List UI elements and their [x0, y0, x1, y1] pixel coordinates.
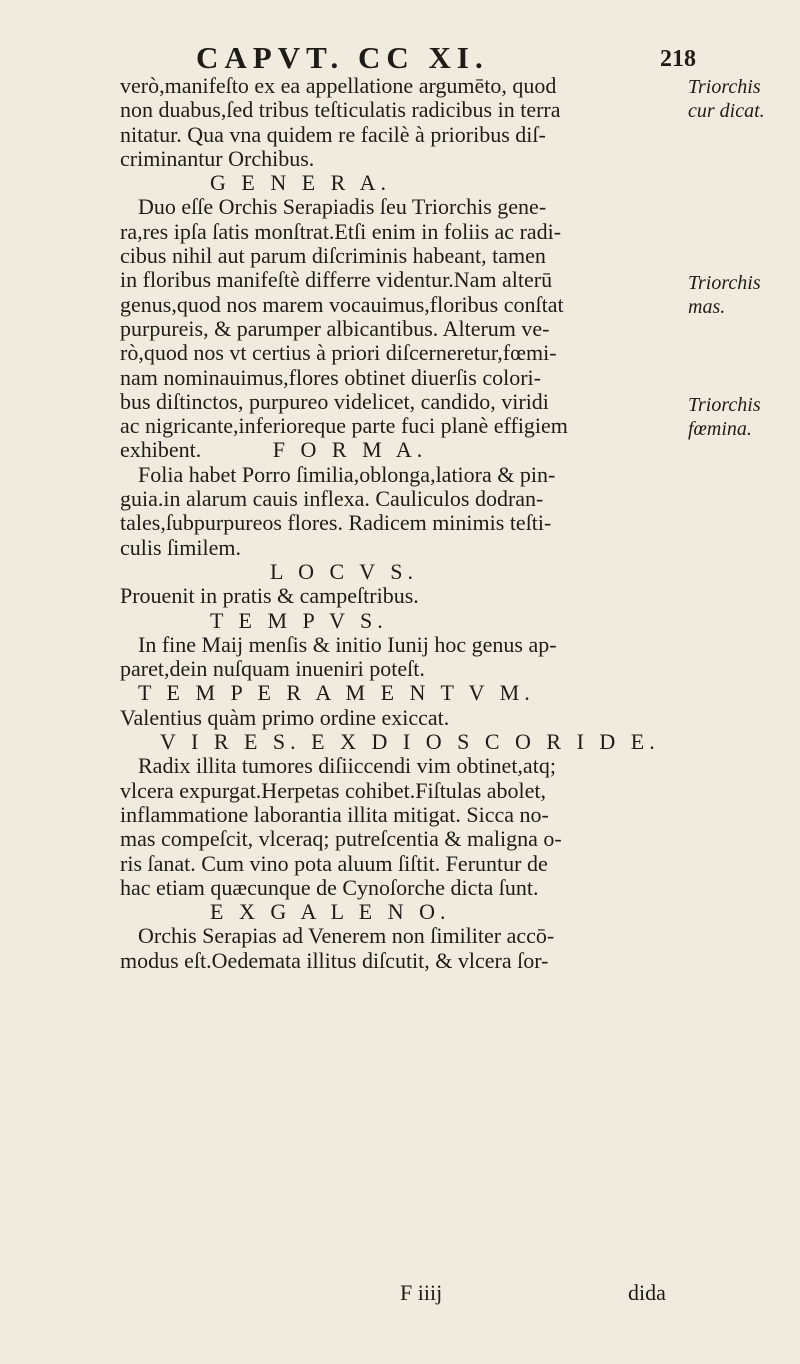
text-line: In fine Maij menſis & initio Iunij hoc genus ap-	[138, 631, 557, 657]
text-line: mas compeſcit, vlceraq; putreſcentia & maligna o-	[120, 826, 562, 852]
text-line: Orchis Serapias ad Venerem non ſimiliter accō-	[138, 923, 555, 949]
text-line: modus eſt.Oedemata illitus diſcutit, & vlcera ſor-	[120, 947, 549, 973]
text-line: inflammatione laborantia illita mitigat. Sicca no-	[120, 801, 549, 827]
text-line: bus diſtinctos, purpureo videlicet, candido, viridi	[120, 388, 549, 414]
text-line	[120, 438, 680, 462]
section-heading-tempus: T E M P V S.	[210, 607, 388, 633]
margin-note: Triorchis	[688, 272, 761, 294]
text-line: ris ſanat. Cum vino pota aluum ſiſtit. Feruntur de	[120, 850, 548, 876]
signature-mark: F iiij	[400, 1280, 443, 1305]
page-number: 218	[660, 46, 696, 72]
running-title: CAPVT. CC XI.	[196, 40, 489, 75]
section-heading-vires: V I R E S. E X D I O S C O R I D E.	[160, 729, 660, 755]
text-line: Radix illita tumores diſiiccendi vim obtinet,atq;	[138, 753, 556, 779]
text-line: criminantur Orchibus.	[120, 145, 315, 171]
catchword: dida	[628, 1280, 666, 1305]
text-line: guia.in alarum cauis inflexa. Cauliculos dodran-	[120, 486, 544, 512]
margin-note: cur dicat.	[688, 100, 765, 122]
text-line: Duo eſſe Orchis Serapiadis ſeu Triorchis gene-	[138, 194, 547, 220]
margin-note: mas.	[688, 296, 726, 318]
text-line: purpureis, & parumper albicantibus. Alterum ve-	[120, 315, 550, 341]
text-line: rò,quod nos vt certius à priori diſcerneretur,fœmi-	[120, 340, 557, 366]
text-line: ra,res ipſa ſatis monſtrat.Etſi enim in foliis ac radi-	[120, 218, 562, 244]
margin-note: Triorchis	[688, 76, 761, 98]
margin-note: fœmina.	[688, 418, 752, 440]
text-line: verò,manifeſto ex ea appellatione argumēto, quod	[120, 73, 557, 98]
section-heading-galeno: E X G A L E N O.	[210, 899, 451, 925]
section-heading-forma: F O R M A.	[272, 437, 428, 463]
text-line: vlcera expurgat.Herpetas cohibet.Fiſtulas abolet,	[120, 777, 547, 803]
text-line: Valentius quàm primo ordine exiccat.	[120, 704, 450, 730]
text-line: Prouenit in pratis & campeſtribus.	[120, 583, 419, 609]
text-line: culis ſimilem.	[120, 534, 241, 560]
text-line: in floribus manifeſtè differre videntur.Nam alterū	[120, 267, 553, 293]
section-heading-temperamentum: T E M P E R A M E N T V M.	[138, 680, 535, 706]
body-text	[120, 74, 680, 973]
text-line: ac nigricante,inferioreque parte fuci planè effigiem	[120, 413, 568, 439]
text-line: hac etiam quæcunque de Cynoſorche dicta ſunt.	[120, 874, 539, 900]
text-line: paret,dein nuſquam inueniri poteſt.	[120, 656, 425, 682]
text-line-end: exhibent.	[120, 437, 202, 463]
text-line: Folia habet Porro ſimilia,oblonga,latiora & pin-	[138, 461, 556, 487]
margin-note: Triorchis	[688, 394, 761, 416]
text-line: non duabus,ſed tribus teſticulatis radicibus in terra	[120, 97, 561, 123]
text-line: genus,quod nos marem vocauimus,floribus conſtat	[120, 291, 564, 317]
text-line: tales,ſubpurpureos flores. Radicem minimis teſti-	[120, 510, 552, 536]
text-line: nitatur. Qua vna quidem re facilè à prioribus diſ-	[120, 121, 546, 147]
text-line: cibus nihil aut parum diſcriminis habeant, tamen	[120, 243, 546, 269]
page-footer	[0, 1280, 800, 1310]
section-heading-locus: L O C V S.	[270, 558, 419, 584]
section-heading-genera: G E N E R A.	[210, 170, 391, 196]
text-line: nam nominauimus,flores obtinet diuerſis colori-	[120, 364, 541, 390]
